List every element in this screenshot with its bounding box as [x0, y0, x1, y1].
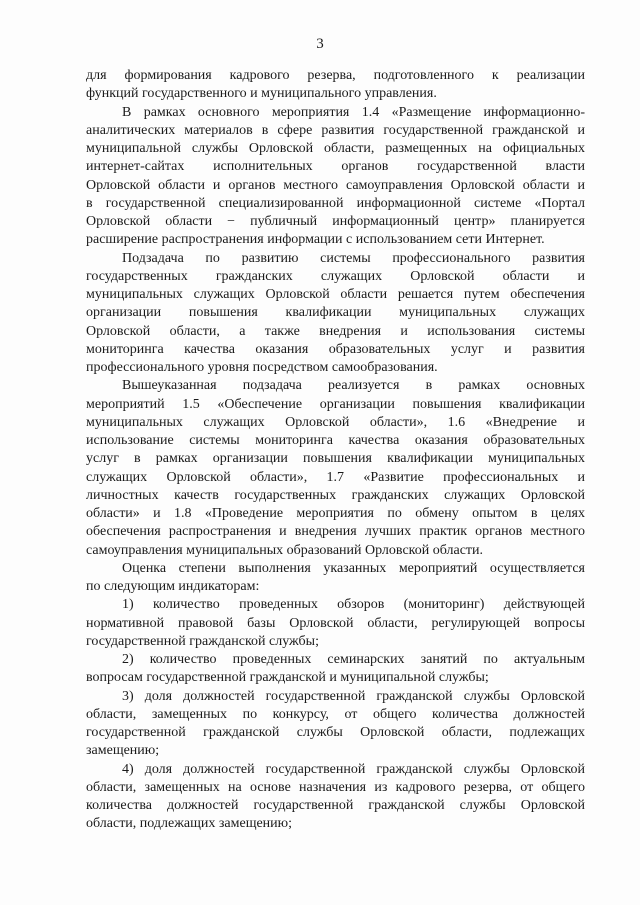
- text-line: Орловской области, а также внедрения и использования системы: [86, 323, 585, 339]
- text-line: Подзадача по развитию системы профессионального развития: [122, 250, 585, 266]
- text-line: государственной гражданской службы;: [86, 633, 319, 649]
- text-line: области, замещенных на основе назначения из кадрового резерва, от общего: [86, 779, 585, 795]
- text-line: самоуправления муниципальных образований Орловской области.: [86, 542, 484, 558]
- text-line: мониторинга качества оказания образовательных услуг и развития: [86, 341, 585, 357]
- text-line: услуг в рамках организации повышения квалификации муниципальных: [86, 451, 585, 467]
- text-line: по следующим индикаторам:: [86, 579, 260, 594]
- text-line: муниципальной службы Орловской области, размещенных на официальных: [86, 141, 585, 156]
- text-line: 2) количество проведенных семинарских занятий по актуальным: [122, 652, 585, 667]
- text-line: муниципальных служащих Орловской области решается путем обеспечения: [86, 287, 585, 302]
- text-line: В рамках основного мероприятия 1.4 «Размещение информационно-: [122, 104, 585, 120]
- text-line: профессионального уровня посредством самообразования.: [86, 360, 438, 375]
- text-line: количества должностей государственной гражданской службы Орловской: [86, 798, 585, 813]
- text-line: нормативной правовой базы Орловской области, регулирующей вопросы: [86, 615, 585, 631]
- text-line: функций государственного и муниципального управления.: [86, 86, 437, 102]
- text-line: области» и 1.8 «Проведение мероприятия по обмену опытом в целях: [86, 506, 585, 521]
- text-line: аналитических материалов в сфере развития государственной гражданской и: [86, 122, 585, 138]
- text-line: Оценка степени выполнения указанных мероприятий осуществляется: [122, 560, 585, 576]
- text-line: мероприятий 1.5 «Обеспечение организации повышения квалификации: [86, 396, 585, 412]
- text-line: личностных качеств государственных гражданских служащих Орловской: [86, 487, 585, 503]
- text-line: организации повышения квалификации муниципальных служащих: [86, 305, 585, 321]
- text-line: области, замещенных по конкурсу, от общего количества должностей: [86, 706, 585, 722]
- text-line: 1) количество проведенных обзоров (мониторинг) действующей: [122, 597, 585, 613]
- text-line: государственных гражданских служащих Орловской области и: [86, 268, 585, 284]
- text-line: области, подлежащих замещению;: [86, 816, 293, 832]
- text-line: в государственной специализированной информационной системе «Портал: [86, 195, 585, 211]
- text-line: служащих Орловской области», 1.7 «Развитие профессиональных и: [86, 469, 585, 485]
- text-line: интернет-сайтах исполнительных органов государственной власти: [86, 159, 585, 175]
- text-line: обеспечения распространения и внедрения лучших практик органов местного: [86, 524, 585, 540]
- text-line: использование системы мониторинга качества оказания образовательных: [86, 433, 585, 448]
- text-line: Орловской области и органов местного самоуправления Орловской области и: [86, 177, 585, 193]
- text-line: расширение распространения информации с использованием сети Интернет.: [86, 232, 545, 248]
- text-line: 3) доля должностей государственной гражданской службы Орловской: [122, 688, 585, 704]
- text-line: вопросам государственной гражданской и муниципальной службы;: [86, 670, 489, 686]
- text-line: Вышеуказанная подзадача реализуется в рамках основных: [122, 378, 585, 394]
- text-line: 4) доля должностей государственной гражданской службы Орловской: [122, 761, 585, 777]
- text-line: замещению;: [86, 743, 160, 759]
- text-line: муниципальных служащих Орловской области», 1.6 «Внедрение и: [86, 414, 585, 430]
- text-line: для формирования кадрового резерва, подготовленного к реализации: [86, 68, 585, 83]
- page-number: 3: [316, 36, 324, 52]
- text-line: государственной гражданской службы Орловской области, подлежащих: [86, 725, 585, 740]
- text-line: Орловской области − публичный информационный центр» планируется: [86, 214, 585, 229]
- document-body: [86, 67, 585, 834]
